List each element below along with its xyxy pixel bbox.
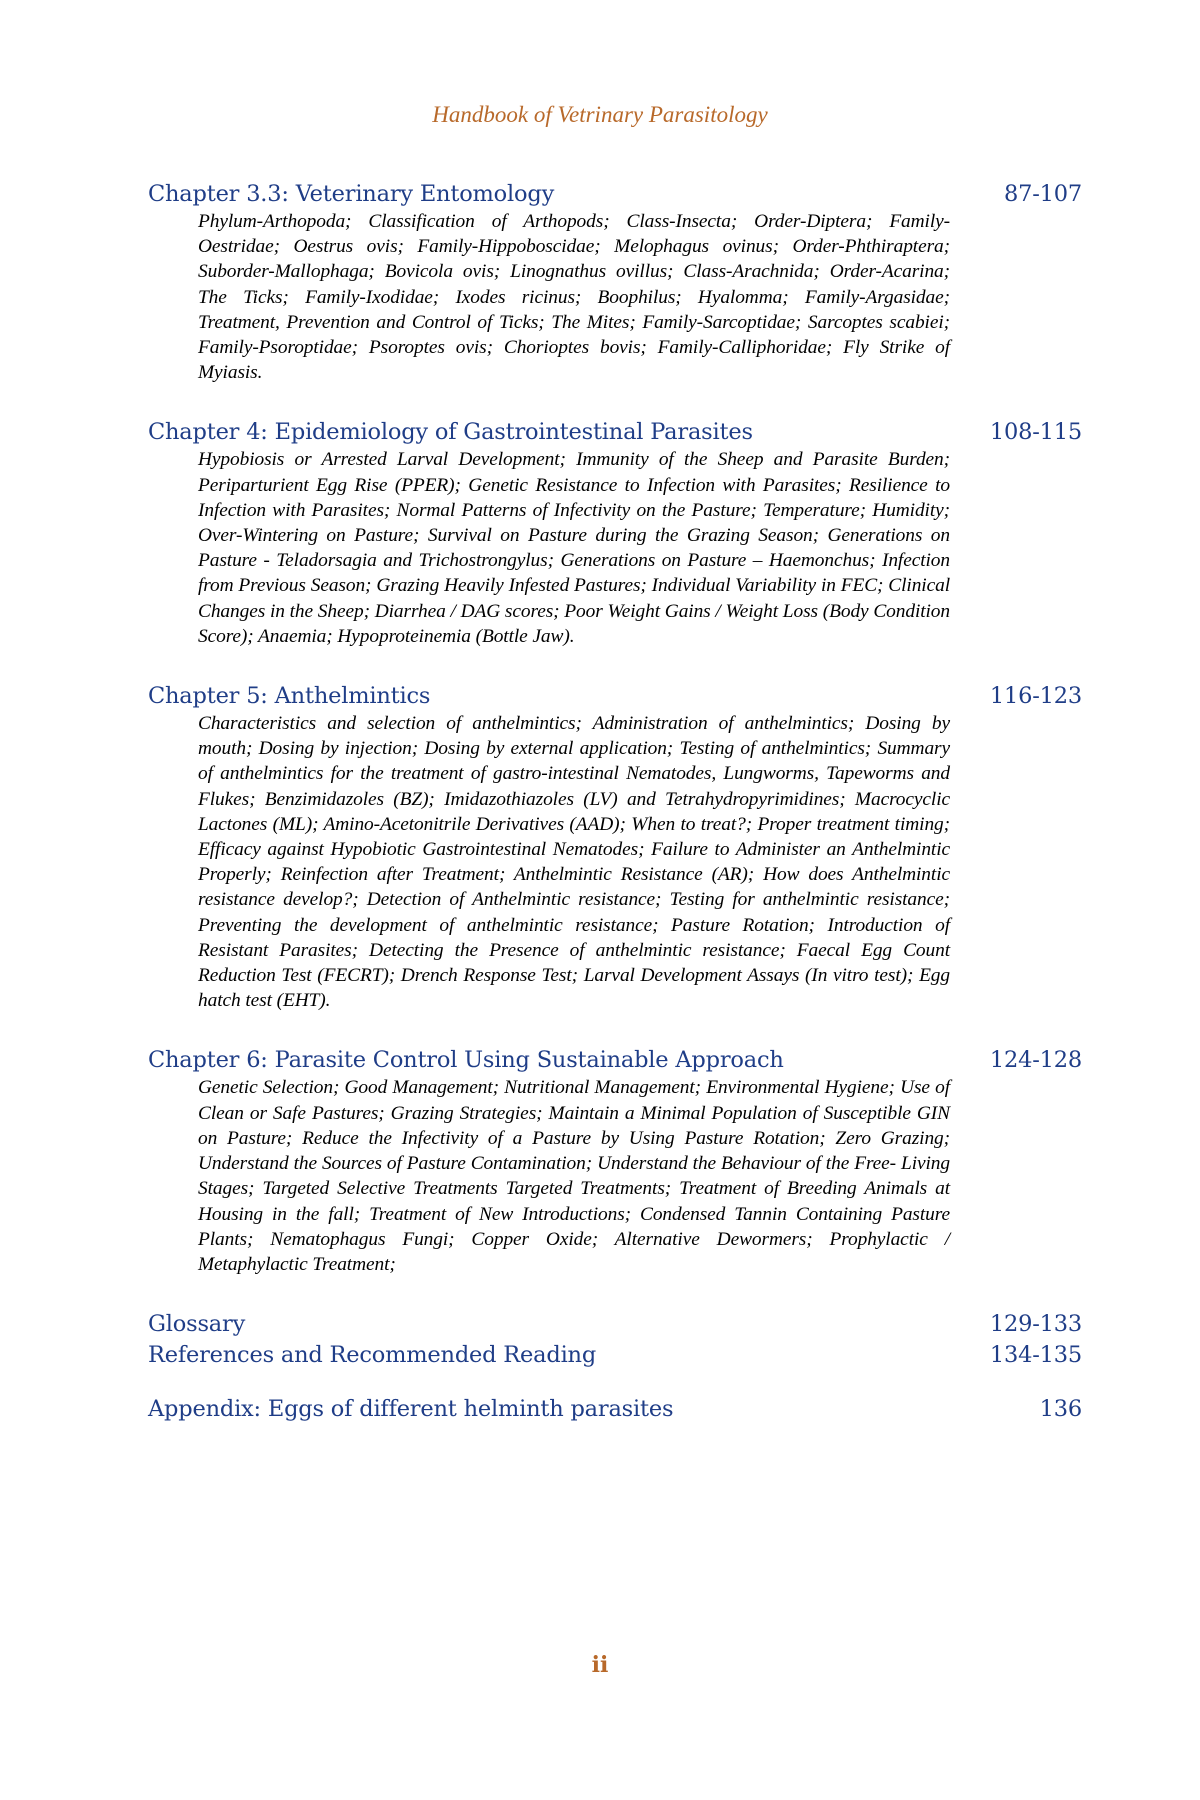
toc-entry-glossary[interactable] [148, 1310, 1088, 1339]
toc-entry-title[interactable]: Chapter 6: Parasite Control Using Sustainable Approach [148, 1047, 784, 1074]
toc-entry-pages: 116-123 [989, 683, 1082, 710]
toc-entry-description: Genetic Selection; Good Management; Nutritional Management; Environmental Hygiene; Use of Clean or Safe Pastures; Grazing Strategies; Maintain a Minimal Population of Susceptible GIN on Pasture; Reduce the Infectivity of a Pasture by Using Pasture Rotation; Zero Grazing; Understand the Sources of Pasture Contamination; Understand the Behaviour of the Free- Living Stages; Targeted Selective Treatments Targeted Treatments; Treatment of Breeding Animals at Housing in the fall; Treatment of New Introductions; Condensed Tannin Containing Pasture Plants; Nematophagus Fungi; Copper Oxide; Alternative Dewormers; Prophylactic / Metaphylactic Treatment; [198, 1077, 950, 1275]
toc-entry-pages: 129-133 [989, 1311, 1082, 1338]
toc-entry-title[interactable]: Chapter 3.3: Veterinary Entomology [148, 181, 555, 207]
toc-entry-heading [148, 1310, 1088, 1339]
toc-entry-heading [148, 418, 1088, 447]
page-number: ii [591, 1652, 609, 1678]
toc-entry-pages: 108-115 [989, 419, 1082, 446]
toc-entry-title[interactable]: Chapter 5: Anthelmintics [148, 683, 431, 710]
toc-entry-pages: 136 [1039, 1396, 1082, 1423]
toc-entry-chapter-3-3[interactable] [148, 180, 1088, 385]
toc-entry-description: Hypobiosis or Arrested Larval Development; Immunity of the Sheep and Parasite Burden; Periparturient Egg Rise (PPER); Genetic Resistance to Infection with Parasites; Resilience to Infection with Parasites; Normal Patterns of Infectivity on the Pasture; Temperature; Humidity; Over-Wintering on Pasture; Survival on Pasture during the Grazing Season; Generations on Pasture - Teladorsagia and Trichostrongylus; Generations on Pasture – Haemonchus; Infection from Previous Season; Grazing Heavily Infested Pastures; Individual Variability in FEC; Clinical Changes in the Sheep; Diarrhea / DAG scores; Poor Weight Gains / Weight Loss (Body Condition Score); Anaemia; Hypoproteinemia (Bottle Jaw). [198, 449, 950, 647]
toc-entry-description: Characteristics and selection of anthelmintics; Administration of anthelmintics; Dosing by mouth; Dosing by injection; Dosing by external application; Testing of anthelmintics; Summary of anthelmintics for the treatment of gastro-intestinal Nematodes, Lungworms, Tapeworms and Flukes; Benzimidazoles (BZ); Imidazothiazoles (LV) and Tetrahydropyrimidines; Macrocyclic Lactones (ML); Amino-Acetonitrile Derivatives (AAD); When to treat?; Proper treatment timing; Efficacy against Hypobiotic Gastrointestinal Nematodes; Failure to Administer an Anthelmintic Properly; Reinfection after Treatment; Anthelmintic Resistance (AR); How does Anthelmintic resistance develop?; Detection of Anthelmintic resistance; Testing for anthelmintic resistance; Preventing the development of anthelmintic resistance; Pasture Rotation; Introduction of Resistant Parasites; Detecting the Presence of anthelmintic resistance; Faecal Egg Count Reduction Test (FECRT); Drench Response Test; Larval Development Assays (In vitro test); Egg hatch test (EHT). [198, 713, 950, 1012]
running-header: Handbook of Vetrinary Parasitology [432, 102, 768, 127]
toc-entry-heading [148, 1341, 1088, 1370]
toc-entry-title[interactable]: References and Recommended Reading [148, 1342, 597, 1369]
toc-entry-heading [148, 1395, 1088, 1424]
toc-entry-title[interactable]: Appendix: Eggs of different helminth parasites [148, 1396, 674, 1423]
toc-entry-title[interactable]: Glossary [148, 1311, 246, 1338]
toc-entry-references[interactable] [148, 1341, 1088, 1370]
toc-entry-chapter-4[interactable] [148, 418, 1088, 649]
toc-entry-title[interactable]: Chapter 4: Epidemiology of Gastrointestinal Parasites [148, 419, 753, 446]
toc-entry-appendix[interactable] [148, 1395, 1088, 1424]
toc-entry-chapter-5[interactable] [148, 682, 1088, 1013]
toc-entry-pages: 87-107 [1004, 181, 1082, 207]
toc-entry-heading [148, 1046, 1088, 1075]
toc-entry-heading [148, 180, 1088, 209]
toc-entry-description: Phylum-Arthopoda; Classification of Arthopods; Class-Insecta; Order-Diptera; Family-Oestridae; Oestrus ovis; Family-Hippoboscidae; Melophagus ovinus; Order-Phthiraptera; Suborder-Mallophaga; Bovicola ovis; Linognathus ovillus; Class-Arachnida; Order-Acarina; The Ticks; Family-Ixodidae; Ixodes ricinus; Boophilus; Hyalomma; Family-Argasidae; Treatment, Prevention and Control of Ticks; The Mites; Family-Sarcoptidae; Sarcoptes scabiei; Family-Psoroptidae; Psoroptes ovis; Chorioptes bovis; Family-Calliphoridae; Fly Strike of Myiasis. [198, 211, 950, 384]
toc-entry-heading [148, 682, 1088, 711]
toc-entry-pages: 124-128 [989, 1047, 1082, 1074]
toc-entry-pages: 134-135 [989, 1342, 1082, 1369]
toc-entry-chapter-6[interactable] [148, 1046, 1088, 1277]
table-of-contents [148, 180, 1088, 1424]
